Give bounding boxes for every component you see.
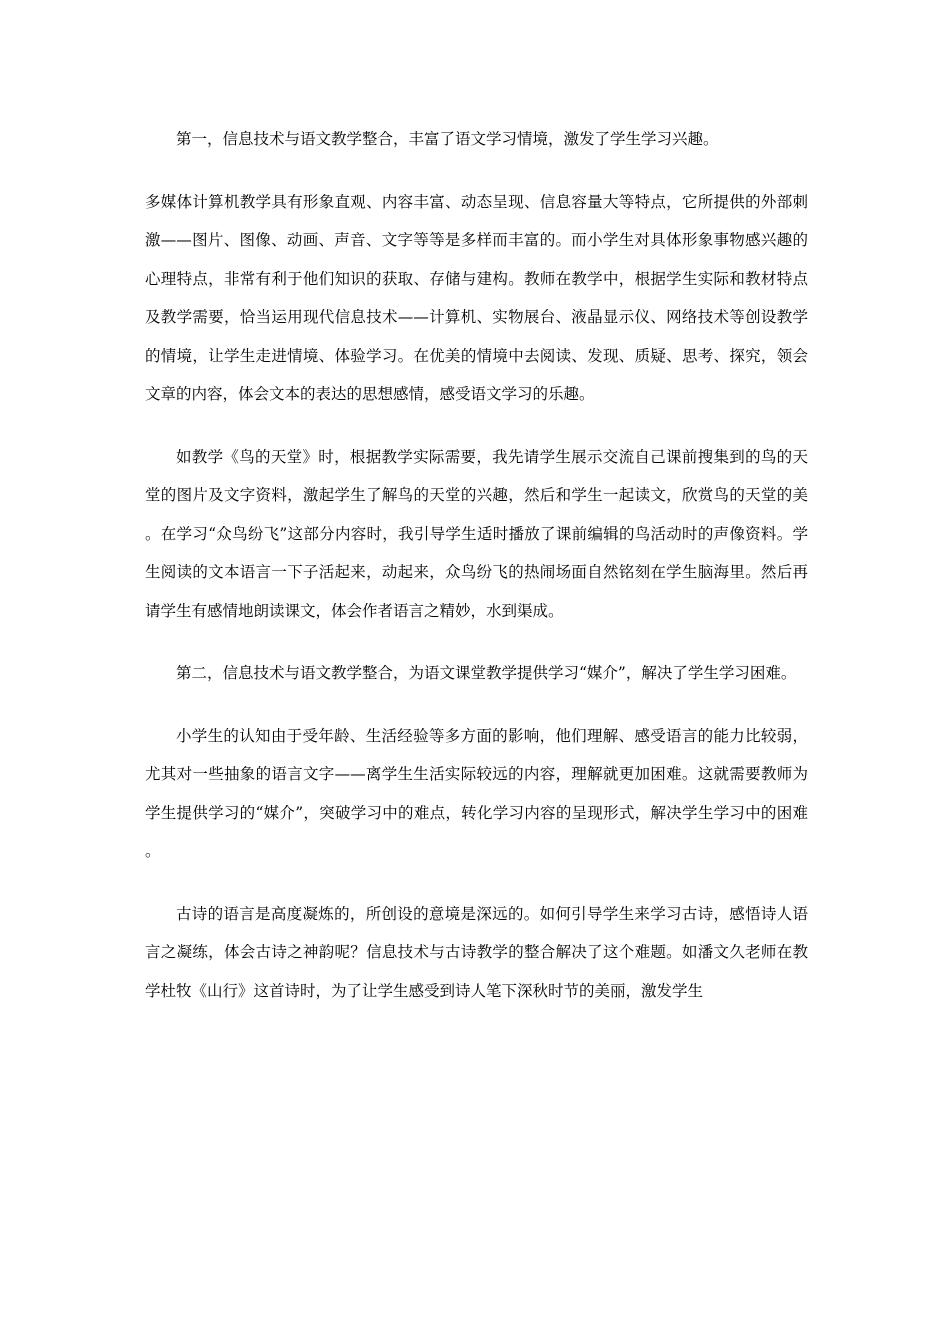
paragraph-ancient-poetry: 古诗的语言是高度凝炼的，所创设的意境是深远的。如何引导学生来学习古诗，感悟诗人语言之凝练，体会古诗之神韵呢？信息技术与古诗教学的整合解决了这个难题。如潘文久老师在教学杜牧《山行》这首诗时，为了让学生感受到诗人笔下深秋时节的美丽，激发学生	[145, 904, 808, 1000]
paragraph-learning-difficulty: 小学生的认知由于受年龄、生活经验等多方面的影响，他们理解、感受语言的能力比较弱，尤其对一些抽象的语言文字——离学生生活实际较远的内容，理解就更加困难。这就需要教师为学生提供学习的“媒介”，突破学习中的难点，转化学习内容的呈现形式，解决学生学习中的困难。	[145, 726, 808, 860]
paragraph-heading-first: 第一，信息技术与语文教学整合，丰富了语文学习情境，激发了学生学习兴趣。	[176, 130, 719, 148]
paragraph-heading-second: 第二，信息技术与语文教学整合，为语文课堂教学提供学习“媒介”，解决了学生学习困难。	[176, 664, 797, 682]
document-page	[145, 120, 808, 1010]
paragraph-multimedia-features: 多媒体计算机教学具有形象直观、内容丰富、动态呈现、信息容量大等特点，它所提供的外部刺激——图片、图像、动画、声音、文字等等是多样而丰富的。而小学生对具体形象事物感兴趣的心理特点，非常有利于他们知识的获取、存储与建构。教师在教学中，根据学生实际和教材特点及教学需要，恰当运用现代信息技术——计算机、实物展台、液晶显示仪、网络技术等创设教学的情境，让学生走进情境、体验学习。在优美的情境中去阅读、发现、质疑、思考、探究，领会文章的内容，体会文本的表达的思想感情，感受语文学习的乐趣。	[145, 192, 808, 403]
paragraph-bird-paradise-example: 如教学《鸟的天堂》时，根据教学实际需要，我先请学生展示交流自己课前搜集到的鸟的天堂的图片及文字资料，激起学生了解鸟的天堂的兴趣，然后和学生一起读文，欣赏鸟的天堂的美。在学习“众鸟纷飞”这部分内容时，我引导学生适时播放了课前编辑的鸟活动时的声像资料。学生阅读的文本语言一下子活起来，动起来，众鸟纷飞的热闹场面自然铭刻在学生脑海里。然后再请学生有感情地朗读课文，体会作者语言之精妙，水到渠成。	[145, 447, 808, 620]
